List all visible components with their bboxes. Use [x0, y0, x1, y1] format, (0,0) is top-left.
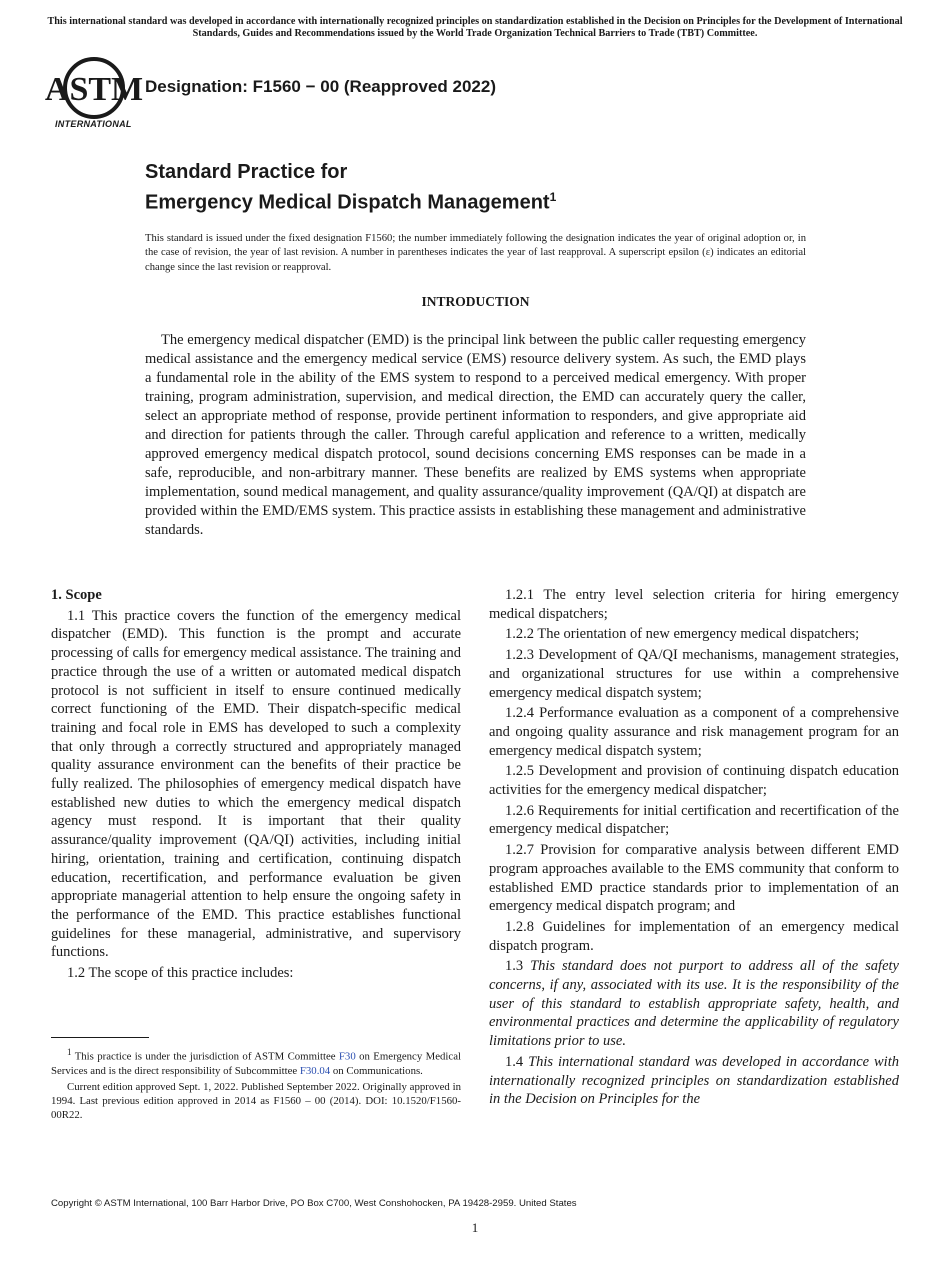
- page-title: [145, 160, 556, 216]
- issued-note: This standard is issued under the fixed designation F1560; the number immediately following the designation indicates the year of original adoption or, in the case of revision, the year of last revision. A number in parentheses indicates the year of last reapproval. A superscript epsilon (ε) indicates an editorial change since the last revision or reapproval.: [145, 233, 806, 273]
- page-number: 1: [471, 1220, 479, 1235]
- footnote-1-text-a: This practice is under the jurisdiction of ASTM Committee: [74, 1050, 336, 1063]
- paragraph-1-4-text: This international standard was developed in accordance with internationally recognized principles on standardization established in the Decision on Principles for the: [489, 1053, 899, 1108]
- paragraph-1-4-number: 1.4: [505, 1053, 524, 1070]
- copyright: Copyright © ASTM International, 100 Barr Harbor Drive, PO Box C700, West Conshohocken, PA 19428-2959. United States: [51, 1198, 577, 1209]
- paragraph-1-1: 1.1 This practice covers the function of the emergency medical dispatcher (EMD). This function is the prompt and accurate processing of calls for emergency medical assistance. The training and practice through the use of a written or automated medical dispatch protocol is not sufficient in itself to ensure continued medically correct functioning of the EMD. Their dispatch-specific medical training and focal role in EMS has developed to such a complexity that only through a correctly structured and appropriately managed quality assurance environment can the benefits of their practice be fully realized. The philosophies of emergency medical dispatch have established new duties to which the emergency medical dispatch agency must respond. It is important that their quality assurance/quality improvement (QA/QI) activities, including initial hiring, orientation, training and certification, continuing dispatch education, recertification, and performance evaluation be given appropriate managerial attention to help ensure the ongoing safety in the performance of the EMD. This practice establishes functional guidelines for these managerial, administrative, and supervisory functions.: [51, 607, 461, 961]
- list-item: 1.2.2 The orientation of new emergency medical dispatchers;: [505, 626, 860, 643]
- title-line-2: [145, 185, 556, 216]
- footnote-divider: [51, 1037, 149, 1038]
- scope-heading: 1. Scope: [51, 587, 102, 603]
- committee-f30-link[interactable]: F30: [338, 1050, 356, 1063]
- footnote-1-text-b: on Emergency Medical Services and is the direct responsibility of Subcommittee: [51, 1050, 461, 1077]
- subcommittee-f30-04-link[interactable]: F30.04: [299, 1064, 331, 1077]
- footnotes: [51, 1045, 461, 1125]
- list-item: 1.2.4 Performance evaluation as a component of a comprehensive and ongoing quality assurance and risk management program for an emergency medical dispatch system;: [489, 705, 899, 759]
- list-item: 1.2.1 The entry level selection criteria for hiring emergency medical dispatchers;: [489, 587, 899, 622]
- footnote-1: [51, 1045, 461, 1078]
- paragraph-1-4: [489, 1053, 899, 1109]
- title-line-1: Standard Practice for: [145, 161, 348, 183]
- paragraph-1-2: 1.2 The scope of this practice includes:: [67, 965, 294, 982]
- right-column: [489, 586, 899, 1111]
- introduction-body: The emergency medical dispatcher (EMD) is the principal link between the public caller requesting emergency medical assistance and the emergency medical service (EMS) resource delivery system. As such, the EMD plays a fundamental role in the ability of the EMS system to respond to a perceived medical emergency. With proper training, program administration, supervision, and medical direction, the EMD can accurately query the caller, select an appropriate method of response, provide pertinent information to responders, and give appropriate aid and direction for patients through the caller. Through careful application and reference to a written, medically approved emergency medical dispatch protocol, sound decisions concerning EMS responses can be made in a safe, reproducible, and non-arbitrary manner. These benefits are realized by EMS systems when appropriate implementation, sound medical management, and quality assurance/quality improvement (QA/QI) at dispatch are provided within the EMD/EMS system. This practice assists in establishing these management and administrative standards.: [145, 332, 806, 538]
- footnote-1-mark: 1: [67, 1047, 72, 1057]
- paragraph-1-3-number: 1.3: [505, 958, 524, 975]
- logo-international: INTERNATIONAL: [55, 119, 132, 129]
- title-main: Emergency Medical Dispatch Management: [145, 191, 550, 214]
- logo-letters: ASTM: [44, 71, 144, 108]
- introduction-heading: INTRODUCTION: [421, 294, 530, 309]
- list-item: 1.2.6 Requirements for initial certification and recertification of the emergency medical dispatcher;: [489, 802, 899, 838]
- list-item: 1.2.5 Development and provision of continuing dispatch education activities for the emergency medical dispatcher;: [489, 763, 899, 799]
- designation: Designation: F1560 − 00 (Reapproved 2022): [145, 77, 496, 96]
- list-item: 1.2.8 Guidelines for implementation of an emergency medical dispatch program.: [489, 918, 899, 954]
- list-item: 1.2.7 Provision for comparative analysis between different EMD program approaches available to the EMS community that conform to established EMD practice standards prior to implementation of an emergency medical dispatch program; and: [489, 842, 899, 915]
- list-item: 1.2.3 Development of QA/QI mechanisms, management strategies, and organizational structures for use within a comprehensive emergency medical dispatch system;: [489, 647, 899, 701]
- footnote-2: Current edition approved Sept. 1, 2022. Published September 2022. Originally approved in 1994. Last previous edition approved in 2014 as F1560 – 00 (2014). DOI: 10.1520/F1560-00R22.: [51, 1081, 461, 1122]
- wto-notice: This international standard was developed in accordance with internationally recognized principles on standardization established in the Decision on Principles for the Development of International Standards, Guides and Recommendations issued by the World Trade Organization Technical Barriers to Trade (TBT) Committee.: [47, 16, 903, 39]
- left-column: [51, 586, 461, 985]
- footnote-1-text-c: on Communications.: [332, 1064, 423, 1077]
- paragraph-1-3: [489, 957, 899, 1051]
- paragraph-1-3-text: This standard does not purport to address all of the safety concerns, if any, associated with its use. It is the responsibility of the user of this standard to establish appropriate safety, health, and environmental practices and determine the applicability of regulatory limitations prior to use.: [489, 958, 899, 1050]
- title-footnote-mark: 1: [549, 190, 557, 204]
